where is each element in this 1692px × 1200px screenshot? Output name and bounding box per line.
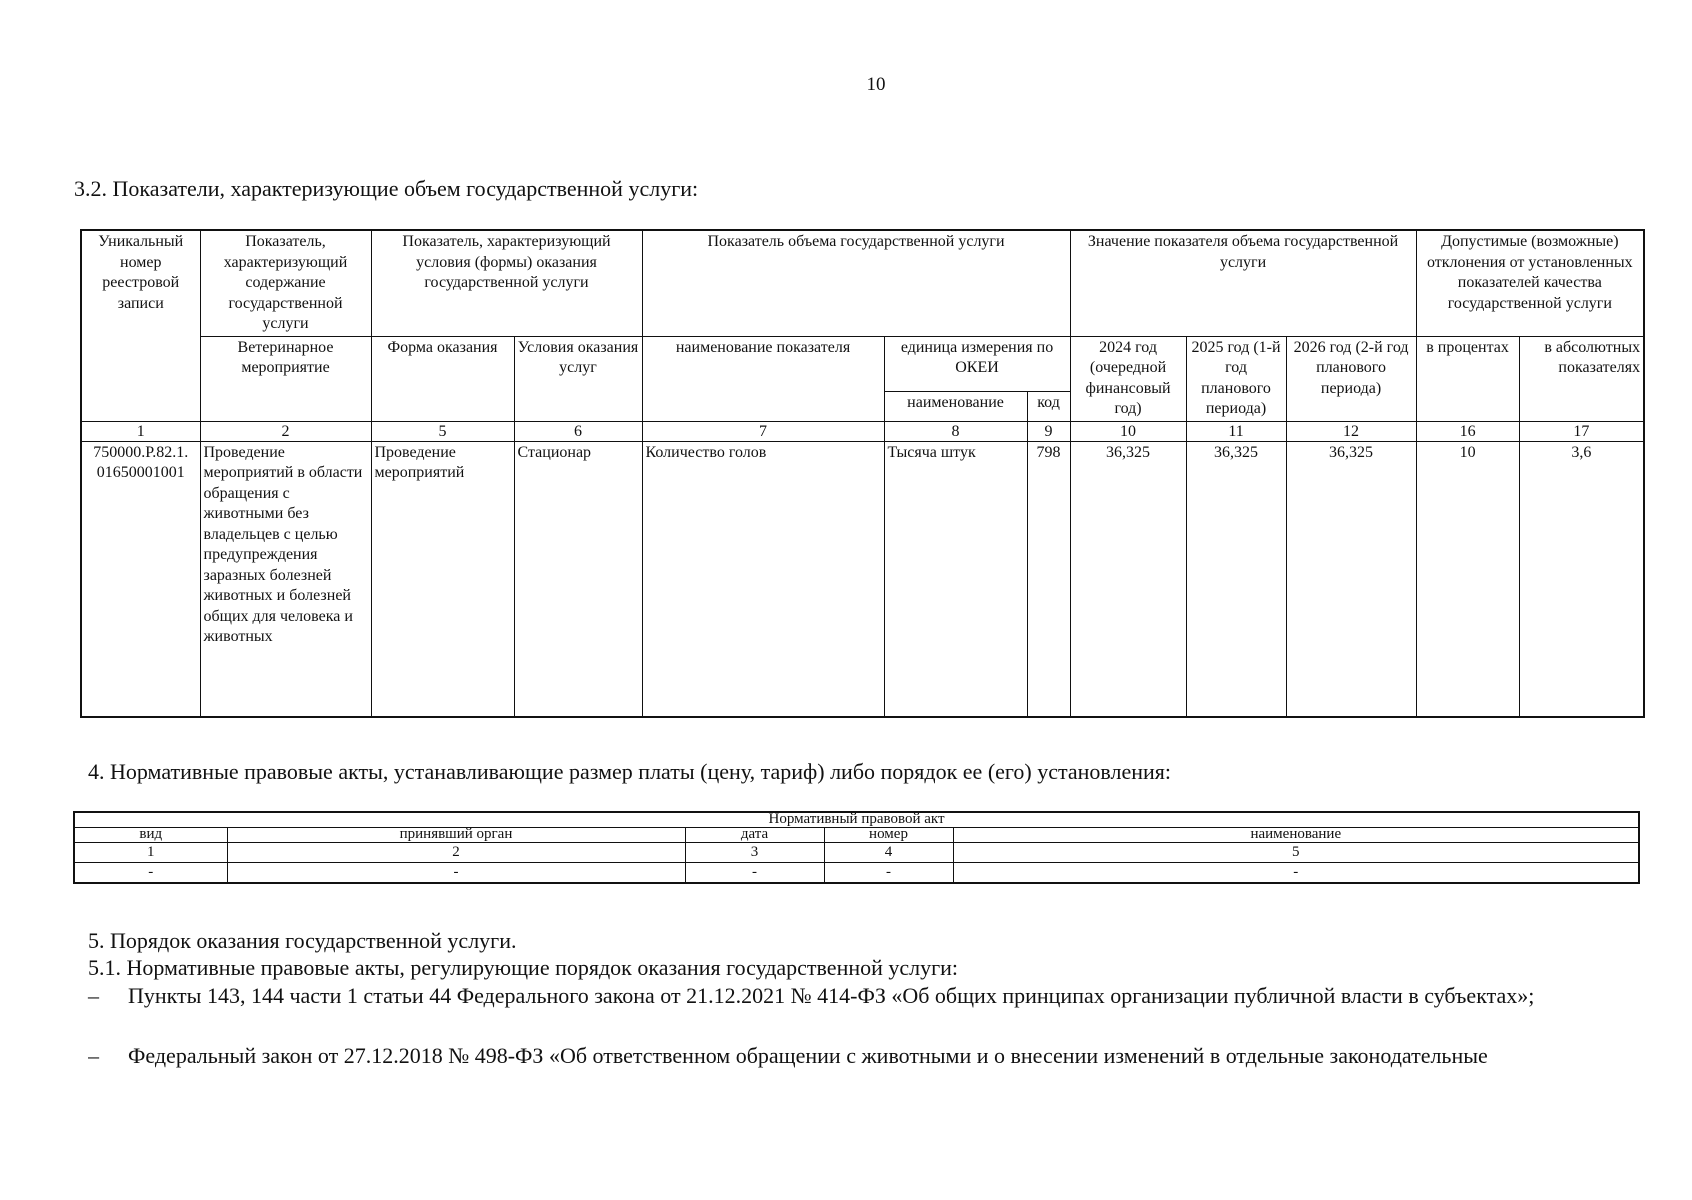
col-vet-header: Ветеринарное мероприятие: [200, 336, 371, 421]
cell-value-2025: 36,325: [1186, 441, 1286, 717]
column-numbers-row: [81, 421, 1644, 441]
col-name-header: наименование: [953, 828, 1639, 843]
cell-value-2024: 36,325: [1070, 441, 1186, 717]
list-item: [88, 982, 1638, 1010]
col-absolute-header: в абсолютных показателях: [1519, 336, 1644, 421]
col-number: 12: [1286, 421, 1416, 441]
cell-date: -: [685, 863, 824, 884]
col-number: 4: [824, 843, 953, 863]
dash-bullet: –: [88, 1043, 99, 1068]
col-volume-header: Показатель объема государственной услуги: [642, 230, 1070, 336]
col-2025-header: 2025 год (1-й год планового периода): [1186, 336, 1286, 421]
cell-name: -: [953, 863, 1639, 884]
col-authority-header: принявший орган: [227, 828, 685, 843]
header-row-2: [81, 336, 1644, 391]
page-number: 10: [866, 74, 886, 95]
list-item-text: Федеральный закон от 27.12.2018 № 498-ФЗ «Об ответственном обращении с животными и о внесении изменений в отдельные законодательные: [128, 1043, 1488, 1068]
section-5-title: 5. Порядок оказания государственной услуги.: [88, 928, 517, 953]
fee-regulations-table: [73, 811, 1640, 884]
list-item: [88, 1042, 1638, 1070]
col-number: 1: [74, 843, 227, 863]
cell-authority: -: [227, 863, 685, 884]
col-unit-name-header: наименование: [884, 391, 1027, 421]
cell-value-2026: 36,325: [1286, 441, 1416, 717]
dash-bullet: –: [88, 983, 99, 1008]
col-number: 5: [371, 421, 514, 441]
col-number: 6: [514, 421, 642, 441]
col-form-header: Форма оказания: [371, 336, 514, 421]
table-row: [74, 863, 1639, 884]
legal-act-header: Нормативный правовой акт: [74, 812, 1639, 828]
table-columns-row: [74, 828, 1639, 843]
col-conditions-header: Показатель, характеризующий условия (формы) оказания государственной услуги: [371, 230, 642, 336]
cell-form: Проведение мероприятий: [371, 441, 514, 717]
col-deviation-header: Допустимые (возможные) отклонения от установленных показателей качества государственной услуги: [1416, 230, 1644, 336]
col-number: 3: [685, 843, 824, 863]
col-type-header: вид: [74, 828, 227, 843]
col-value-header: Значение показателя объема государственной услуги: [1070, 230, 1416, 336]
col-number: 7: [642, 421, 884, 441]
list-item-text: Пункты 143, 144 части 1 статьи 44 Федерального закона от 21.12.2021 № 414-ФЗ «Об общих принципах организации публичной власти в субъектах»;: [128, 983, 1535, 1008]
col-number: 2: [200, 421, 371, 441]
table-header-row: [74, 812, 1639, 828]
col-number: 8: [884, 421, 1027, 441]
col-number: 1: [81, 421, 200, 441]
col-content-header: Показатель, характеризующий содержание государственной услуги: [200, 230, 371, 336]
col-2024-header: 2024 год (очередной финансовый год): [1070, 336, 1186, 421]
col-number: 5: [953, 843, 1639, 863]
col-number: 16: [1416, 421, 1519, 441]
header-row-1: [81, 230, 1644, 336]
cell-deviation-absolute: 3,6: [1519, 441, 1644, 717]
cell-deviation-percent: 10: [1416, 441, 1519, 717]
col-number: 2: [227, 843, 685, 863]
cell-conditions: Стационар: [514, 441, 642, 717]
col-indicator-name-header: наименование показателя: [642, 336, 884, 421]
col-number: 10: [1070, 421, 1186, 441]
cell-unit-name: Тысяча штук: [884, 441, 1027, 717]
col-number: 11: [1186, 421, 1286, 441]
col-unit-code-header: код: [1027, 391, 1070, 421]
col-cond-header: Условия оказания услуг: [514, 336, 642, 421]
cell-content: Проведение мероприятий в области обращения с животными без владельцев с целью предупреждения заразных болезней животных и болезней общих для человека и животных: [200, 441, 371, 717]
col-unique-number-header: Уникальный номер реестровой записи: [81, 230, 200, 421]
cell-indicator-name: Количество голов: [642, 441, 884, 717]
col-number: 9: [1027, 421, 1070, 441]
section-3-2-title: 3.2. Показатели, характеризующие объем государственной услуги:: [74, 176, 699, 201]
col-date-header: дата: [685, 828, 824, 843]
cell-number: -: [824, 863, 953, 884]
col-number-header: номер: [824, 828, 953, 843]
table-row: [81, 441, 1644, 717]
col-unit-header: единица измерения по ОКЕИ: [884, 336, 1070, 391]
column-numbers-row: [74, 843, 1639, 863]
volume-indicators-table: [80, 229, 1645, 718]
cell-unit-code: 798: [1027, 441, 1070, 717]
section-4-title: 4. Нормативные правовые акты, устанавливающие размер платы (цену, тариф) либо порядок ее (его) установления:: [88, 759, 1172, 784]
cell-type: -: [74, 863, 227, 884]
section-5-1-title: 5.1. Нормативные правовые акты, регулирующие порядок оказания государственной услуги:: [88, 955, 959, 980]
col-2026-header: 2026 год (2-й год планового периода): [1286, 336, 1416, 421]
col-percent-header: в процентах: [1416, 336, 1519, 421]
col-number: 17: [1519, 421, 1644, 441]
cell-registry-id: 750000.Р.82.1. 01650001001: [81, 441, 200, 717]
